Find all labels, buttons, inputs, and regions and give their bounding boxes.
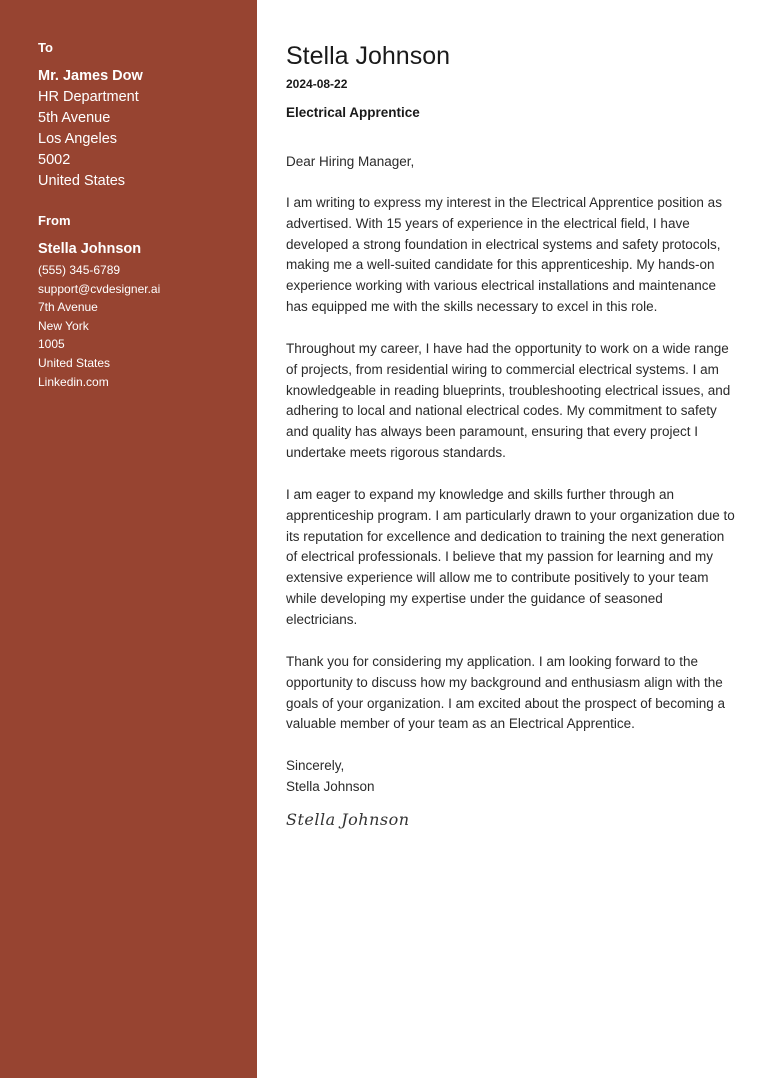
recipient-country: United States	[38, 173, 126, 189]
letter-paragraph-4: Thank you for considering my application. I am looking forward to the opportunity to discuss how my background and enthusiasm align with the goals of your organization. I am excited about the prospect of becoming a valuable member of your team as an Electrical Apprentice.	[286, 654, 726, 732]
letter-closing-name: Stella Johnson	[286, 779, 375, 794]
letter-position: Electrical Apprentice	[286, 105, 420, 120]
sender-email: support@cvdesigner.ai	[38, 282, 161, 296]
to-heading: To	[38, 40, 53, 55]
letter-closing: Sincerely,	[286, 758, 345, 773]
recipient-street: 5th Avenue	[38, 110, 111, 126]
letter-paragraph-1: I am writing to express my interest in the Electrical Apprentice position as advertised. With 15 years of experience in the electrical field, I have developed a strong foundation in electrical systems and safety protocols, making me a well-suited candidate for this apprenticeship. My hands-on experience working with various electrical installations and maintenance has equipped me with the skills necessary to excel in this role.	[286, 195, 722, 314]
letter-author-name: Stella Johnson	[286, 42, 451, 70]
sidebar	[0, 0, 257, 1078]
letter-paragraph-2: Throughout my career, I have had the opportunity to work on a wide range of projects, from residential wiring to commercial electrical systems. I am knowledgeable in reading blueprints, troubleshooting electrical issues, and adhering to local and national electrical codes. My commitment to safety and quality has always been paramount, ensuring that every project I undertake meets rigorous standards.	[286, 341, 731, 460]
recipient-department: HR Department	[38, 89, 139, 105]
letter-date: 2024-08-22	[286, 77, 348, 91]
recipient-name: Mr. James Dow	[38, 68, 143, 84]
signature: Stella Johnson	[286, 810, 410, 829]
recipient-zip: 5002	[38, 152, 71, 168]
sender-city: New York	[38, 319, 89, 333]
sender-phone: (555) 345-6789	[38, 263, 121, 277]
sender-street: 7th Avenue	[38, 300, 98, 314]
sender-name: Stella Johnson	[38, 241, 142, 257]
sender-linkedin: Linkedin.com	[38, 375, 109, 389]
sender-country: United States	[38, 356, 111, 370]
recipient-city: Los Angeles	[38, 131, 118, 147]
letter-paragraph-3: I am eager to expand my knowledge and skills further through an apprenticeship program. I am particularly drawn to your organization due to its reputation for excellence and dedication to training the next generation of electrical professionals. I believe that my passion for learning and my extensive experience will allow me to contribute positively to your team while developing my expertise under the guidance of seasoned electricians.	[286, 487, 735, 627]
sender-zip: 1005	[38, 337, 65, 351]
letter-greeting: Dear Hiring Manager,	[286, 154, 415, 169]
from-heading: From	[38, 213, 71, 228]
